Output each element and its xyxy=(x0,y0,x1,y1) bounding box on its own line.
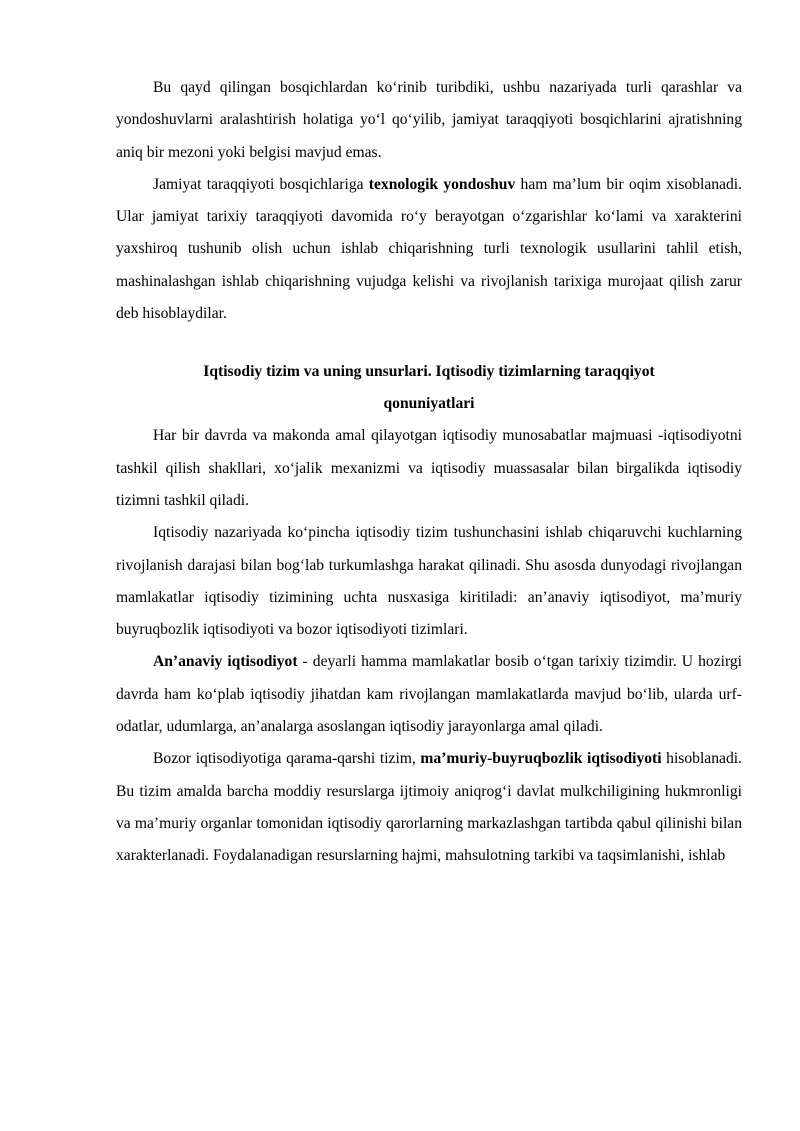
paragraph-6-text-start: Bozor iqtisodiyotiga qarama-qarshi tizim, xyxy=(153,750,421,768)
paragraph-2-bold-term: texnologik yondoshuv xyxy=(368,175,516,193)
section-heading xyxy=(116,356,742,420)
paragraph-5-text: - deyarli hamma mamlakatlar bosib o‘tgan tarixiy tizimdir. U hozirgi davrda ham ko‘plab iqtisodiy jihatdan kam rivojlangan mamlakatlarda mavjud bo‘lib, ularda urf-odatlar, udumlarga, an’analarga asoslangan iqtisodiy jarayonlarga amal qiladi. xyxy=(116,653,742,736)
section-heading-line-1: Iqtisodiy tizim va uning unsurlari. Iqtisodiy tizimlarning taraqqiyot xyxy=(203,363,655,381)
paragraph-1: Bu qayd qilingan bosqichlardan ko‘rinib turibdiki, ushbu nazariyada turli qarashlar va yondoshuvlarni aralashtirish holatiga yo‘l qo‘yilib, jamiyat taraqqiyoti bosqichlarini ajratishning aniq bir mezoni yoki belgisi mavjud emas. xyxy=(116,79,742,161)
paragraph-6 xyxy=(116,743,742,872)
paragraph-5-bold-term: An’anaviy iqtisodiyot xyxy=(153,653,298,671)
paragraph-2-text-end: ham ma’lum bir oqim xisoblanadi. Ular jamiyat tarixiy taraqqiyoti davomida ro‘y berayotgan o‘zgarishlar ko‘lami va xarakterini yaxshiroq tushunib olish uchun ishlab chiqarishning turli texnologik usullarini tahlil etish, mashinalashgan ishlab chiqarishning vujudga kelishi va rivojlanish tarixiga murojaat qilish zarur deb hisoblaydilar. xyxy=(116,175,742,323)
document-body xyxy=(116,72,742,873)
paragraph-3: Har bir davrda va makonda amal qilayotgan iqtisodiy munosabatlar majmuasi -iqtisodiyotni tashkil qilish shakllari, xo‘jalik mexanizmi va iqtisodiy muassasalar bilan birgalikda iqtisodiy tizimni tashkil qiladi. xyxy=(116,427,742,509)
paragraph-4: Iqtisodiy nazariyada ko‘pincha iqtisodiy tizim tushunchasini ishlab chiqaruvchi kuchlarning rivojlanish darajasi bilan bog‘lab turkumlashga harakat qilinadi. Shu asosda dunyodagi rivojlangan mamlakatlar iqtisodiy tizimining uchta nusxasiga kiritiladi: an’anaviy iqtisodiyot, ma’muriy buyruqbozlik iqtisodiyoti va bozor iqtisodiyoti tizimlari. xyxy=(116,524,742,639)
paragraph-5 xyxy=(116,646,742,743)
paragraph-2 xyxy=(116,169,742,330)
section-heading-line-2: qonuniyatlari xyxy=(383,395,475,413)
paragraph-6-text-end: hisoblanadi. Bu tizim amalda barcha moddiy resurslarga ijtimoiy aniqrog‘i davlat mulkchiligining hukmronligi va ma’muriy organlar tomonidan iqtisodiy qarorlarning markazlashgan tartibda qabul qilinishi bilan xarakterlanadi. Foydalanadigan resurslarning hajmi, mahsulotning tarkibi va taqsimlanishi, ishlab xyxy=(116,750,742,865)
paragraph-2-text-start: Jamiyat taraqqiyoti bosqichlariga xyxy=(153,175,369,193)
paragraph-6-bold-term: ma’muriy-buyruqbozlik iqtisodiyoti xyxy=(420,750,662,768)
